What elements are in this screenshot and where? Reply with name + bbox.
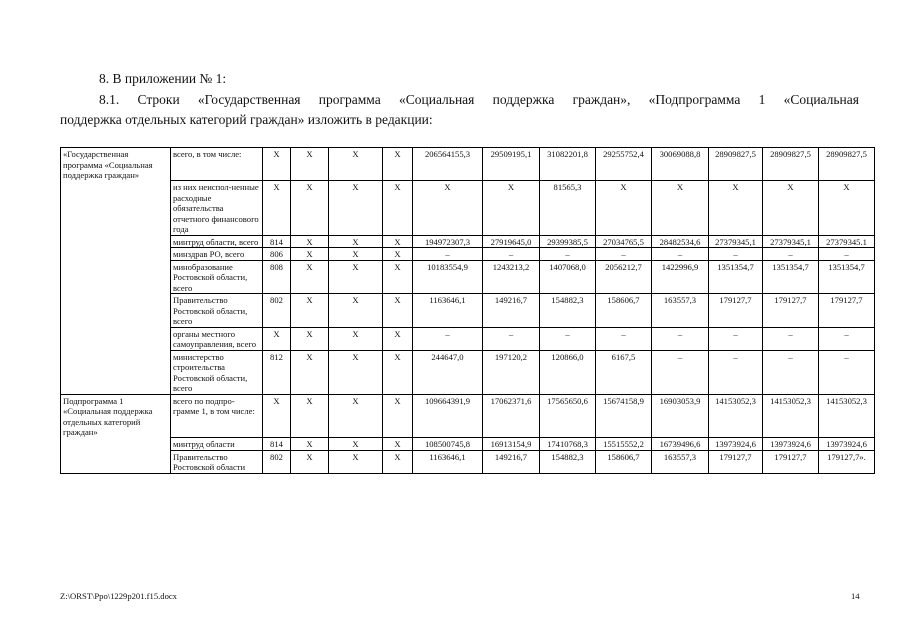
- value-cell: –: [483, 248, 540, 261]
- value-cell: 806: [263, 248, 291, 261]
- value-cell: X: [291, 327, 329, 350]
- row-label-cell: всего по подпро-грамме 1, в том числе:: [171, 394, 263, 438]
- table-row: [61, 260, 875, 294]
- value-cell: 81565,3: [540, 181, 596, 236]
- value-cell: –: [483, 327, 540, 350]
- value-cell: 13973924,6: [709, 438, 763, 451]
- value-cell: 109664391,9: [413, 394, 483, 438]
- value-cell: 13973924,6: [763, 438, 819, 451]
- value-cell: 197120,2: [483, 350, 540, 394]
- row-label-cell: минздрав РО, всего: [171, 248, 263, 261]
- footer-file-path: Z:\ORST\Ppo\1229p201.f15.docx: [60, 591, 177, 601]
- value-cell: X: [383, 148, 413, 181]
- value-cell: X: [291, 294, 329, 328]
- value-cell: X: [329, 350, 383, 394]
- value-cell: 2056212,7: [596, 260, 652, 294]
- program-table: [60, 147, 875, 474]
- value-cell: 1407068,0: [540, 260, 596, 294]
- value-cell: –: [596, 327, 652, 350]
- value-cell: 17410768,3: [540, 438, 596, 451]
- row-label-cell: минтруд области: [171, 438, 263, 451]
- value-cell: X: [383, 181, 413, 236]
- value-cell: X: [383, 350, 413, 394]
- value-cell: 1243213,2: [483, 260, 540, 294]
- paragraph-1: 8. В приложении № 1:: [99, 71, 227, 86]
- value-cell: 163557,3: [652, 294, 709, 328]
- value-cell: X: [763, 181, 819, 236]
- value-cell: X: [596, 181, 652, 236]
- value-cell: 814: [263, 438, 291, 451]
- value-cell: 29255752,4: [596, 148, 652, 181]
- value-cell: X: [383, 248, 413, 261]
- value-cell: X: [291, 235, 329, 248]
- value-cell: –: [596, 248, 652, 261]
- value-cell: –: [763, 327, 819, 350]
- value-cell: X: [291, 450, 329, 473]
- value-cell: 13973924,6: [819, 438, 875, 451]
- value-cell: X: [329, 327, 383, 350]
- value-cell: –: [763, 350, 819, 394]
- value-cell: 149216,7: [483, 450, 540, 473]
- value-cell: X: [291, 148, 329, 181]
- value-cell: 814: [263, 235, 291, 248]
- value-cell: 802: [263, 450, 291, 473]
- value-cell: X: [263, 394, 291, 438]
- value-cell: 808: [263, 260, 291, 294]
- value-cell: –: [819, 350, 875, 394]
- value-cell: 149216,7: [483, 294, 540, 328]
- table-row: [61, 450, 875, 473]
- section-name-continued: [61, 248, 171, 261]
- value-cell: X: [329, 394, 383, 438]
- value-cell: X: [291, 394, 329, 438]
- value-cell: 16913154,9: [483, 438, 540, 451]
- value-cell: X: [291, 248, 329, 261]
- value-cell: X: [413, 181, 483, 236]
- value-cell: –: [652, 327, 709, 350]
- value-cell: 27034765,5: [596, 235, 652, 248]
- value-cell: 206564155,3: [413, 148, 483, 181]
- table-row: [61, 350, 875, 394]
- value-cell: X: [819, 181, 875, 236]
- value-cell: 158606,7: [596, 294, 652, 328]
- value-cell: 1163646,1: [413, 450, 483, 473]
- value-cell: 179127,7: [763, 450, 819, 473]
- table-row: [61, 438, 875, 451]
- value-cell: 27379345,1: [763, 235, 819, 248]
- value-cell: X: [329, 294, 383, 328]
- value-cell: –: [709, 350, 763, 394]
- value-cell: X: [383, 260, 413, 294]
- value-cell: –: [540, 327, 596, 350]
- value-cell: 17062371,6: [483, 394, 540, 438]
- value-cell: X: [383, 394, 413, 438]
- value-cell: –: [413, 248, 483, 261]
- value-cell: X: [329, 450, 383, 473]
- value-cell: 194972307,3: [413, 235, 483, 248]
- value-cell: 179127,7: [709, 294, 763, 328]
- value-cell: –: [763, 248, 819, 261]
- value-cell: X: [263, 148, 291, 181]
- value-cell: X: [383, 438, 413, 451]
- table-row: [61, 394, 875, 438]
- table-row: [61, 248, 875, 261]
- row-label-cell: минтруд области, всего: [171, 235, 263, 248]
- value-cell: X: [383, 294, 413, 328]
- value-cell: X: [383, 327, 413, 350]
- value-cell: 15515552,2: [596, 438, 652, 451]
- value-cell: 10183554,9: [413, 260, 483, 294]
- value-cell: X: [329, 181, 383, 236]
- value-cell: –: [709, 327, 763, 350]
- row-label-cell: органы местного самоуправления, всего: [171, 327, 263, 350]
- value-cell: X: [383, 235, 413, 248]
- section-name-continued: [61, 438, 171, 451]
- value-cell: 17565650,6: [540, 394, 596, 438]
- value-cell: 179127,7».: [819, 450, 875, 473]
- value-cell: 802: [263, 294, 291, 328]
- value-cell: 812: [263, 350, 291, 394]
- value-cell: X: [291, 181, 329, 236]
- table-row: [61, 148, 875, 181]
- value-cell: 29509195,1: [483, 148, 540, 181]
- value-cell: 120866,0: [540, 350, 596, 394]
- value-cell: –: [819, 327, 875, 350]
- value-cell: 14153052,3: [763, 394, 819, 438]
- value-cell: –: [819, 248, 875, 261]
- value-cell: –: [540, 248, 596, 261]
- value-cell: 1351354,7: [709, 260, 763, 294]
- value-cell: X: [291, 350, 329, 394]
- value-cell: 14153052,3: [709, 394, 763, 438]
- value-cell: X: [329, 260, 383, 294]
- value-cell: 15674158,9: [596, 394, 652, 438]
- value-cell: X: [291, 260, 329, 294]
- row-label-cell: Правительство Ростовской области: [171, 450, 263, 473]
- value-cell: 244647,0: [413, 350, 483, 394]
- section-name-continued: [61, 181, 171, 236]
- paragraph-2: 8.1. Строки «Государственная программа «Социальная поддержка граждан», «Подпрограмма 1 «Социальная: [99, 92, 859, 107]
- section-name-continued: [61, 350, 171, 394]
- value-cell: 179127,7: [819, 294, 875, 328]
- section-name-continued: [61, 294, 171, 328]
- section-name-continued: [61, 260, 171, 294]
- value-cell: 1422996,9: [652, 260, 709, 294]
- value-cell: 6167,5: [596, 350, 652, 394]
- section-name-continued: [61, 450, 171, 473]
- value-cell: –: [652, 350, 709, 394]
- value-cell: X: [652, 181, 709, 236]
- value-cell: 1351354,7: [819, 260, 875, 294]
- table-row: [61, 235, 875, 248]
- value-cell: –: [709, 248, 763, 261]
- paragraph-3: поддержка отдельных категорий граждан» изложить в редакции:: [60, 112, 433, 127]
- table-row: [61, 327, 875, 350]
- value-cell: 28909827,5: [709, 148, 763, 181]
- value-cell: X: [263, 181, 291, 236]
- value-cell: 179127,7: [709, 450, 763, 473]
- value-cell: 28482534,6: [652, 235, 709, 248]
- value-cell: 28909827,5: [819, 148, 875, 181]
- value-cell: 154882,3: [540, 450, 596, 473]
- value-cell: 163557,3: [652, 450, 709, 473]
- value-cell: X: [329, 148, 383, 181]
- value-cell: 16903053,9: [652, 394, 709, 438]
- value-cell: 1351354,7: [763, 260, 819, 294]
- row-label-cell: всего, в том числе:: [171, 148, 263, 181]
- value-cell: 30069088,8: [652, 148, 709, 181]
- value-cell: –: [413, 327, 483, 350]
- section-name-continued: [61, 327, 171, 350]
- value-cell: 14153052,3: [819, 394, 875, 438]
- footer-page-number: 14: [851, 591, 860, 601]
- value-cell: 108500745,8: [413, 438, 483, 451]
- section-name-continued: [61, 235, 171, 248]
- section-2-name: Подпрограмма 1 «Социальная поддержка отдельных категорий граждан»: [61, 394, 171, 438]
- value-cell: 27379345,1: [709, 235, 763, 248]
- table-row: [61, 181, 875, 236]
- value-cell: 29399385,5: [540, 235, 596, 248]
- value-cell: X: [329, 235, 383, 248]
- value-cell: 179127,7: [763, 294, 819, 328]
- value-cell: X: [263, 327, 291, 350]
- value-cell: X: [383, 450, 413, 473]
- section-1-name: «Государственная программа «Социальная поддержка граждан»: [61, 148, 171, 181]
- value-cell: X: [291, 438, 329, 451]
- value-cell: X: [483, 181, 540, 236]
- value-cell: 31082201,8: [540, 148, 596, 181]
- row-label-cell: минобразование Ростовской области, всего: [171, 260, 263, 294]
- value-cell: 28909827,5: [763, 148, 819, 181]
- row-label-cell: министерство строительства Ростовской области, всего: [171, 350, 263, 394]
- table-row: [61, 294, 875, 328]
- row-label-cell: из них неиспол-ненные расходные обязательства отчетного финансового года: [171, 181, 263, 236]
- value-cell: X: [329, 248, 383, 261]
- value-cell: 158606,7: [596, 450, 652, 473]
- value-cell: 1163646,1: [413, 294, 483, 328]
- value-cell: 27919645,0: [483, 235, 540, 248]
- value-cell: 27379345.1: [819, 235, 875, 248]
- value-cell: X: [329, 438, 383, 451]
- row-label-cell: Правительство Ростовской области, всего: [171, 294, 263, 328]
- value-cell: 16739496,6: [652, 438, 709, 451]
- value-cell: 154882,3: [540, 294, 596, 328]
- value-cell: X: [709, 181, 763, 236]
- value-cell: –: [652, 248, 709, 261]
